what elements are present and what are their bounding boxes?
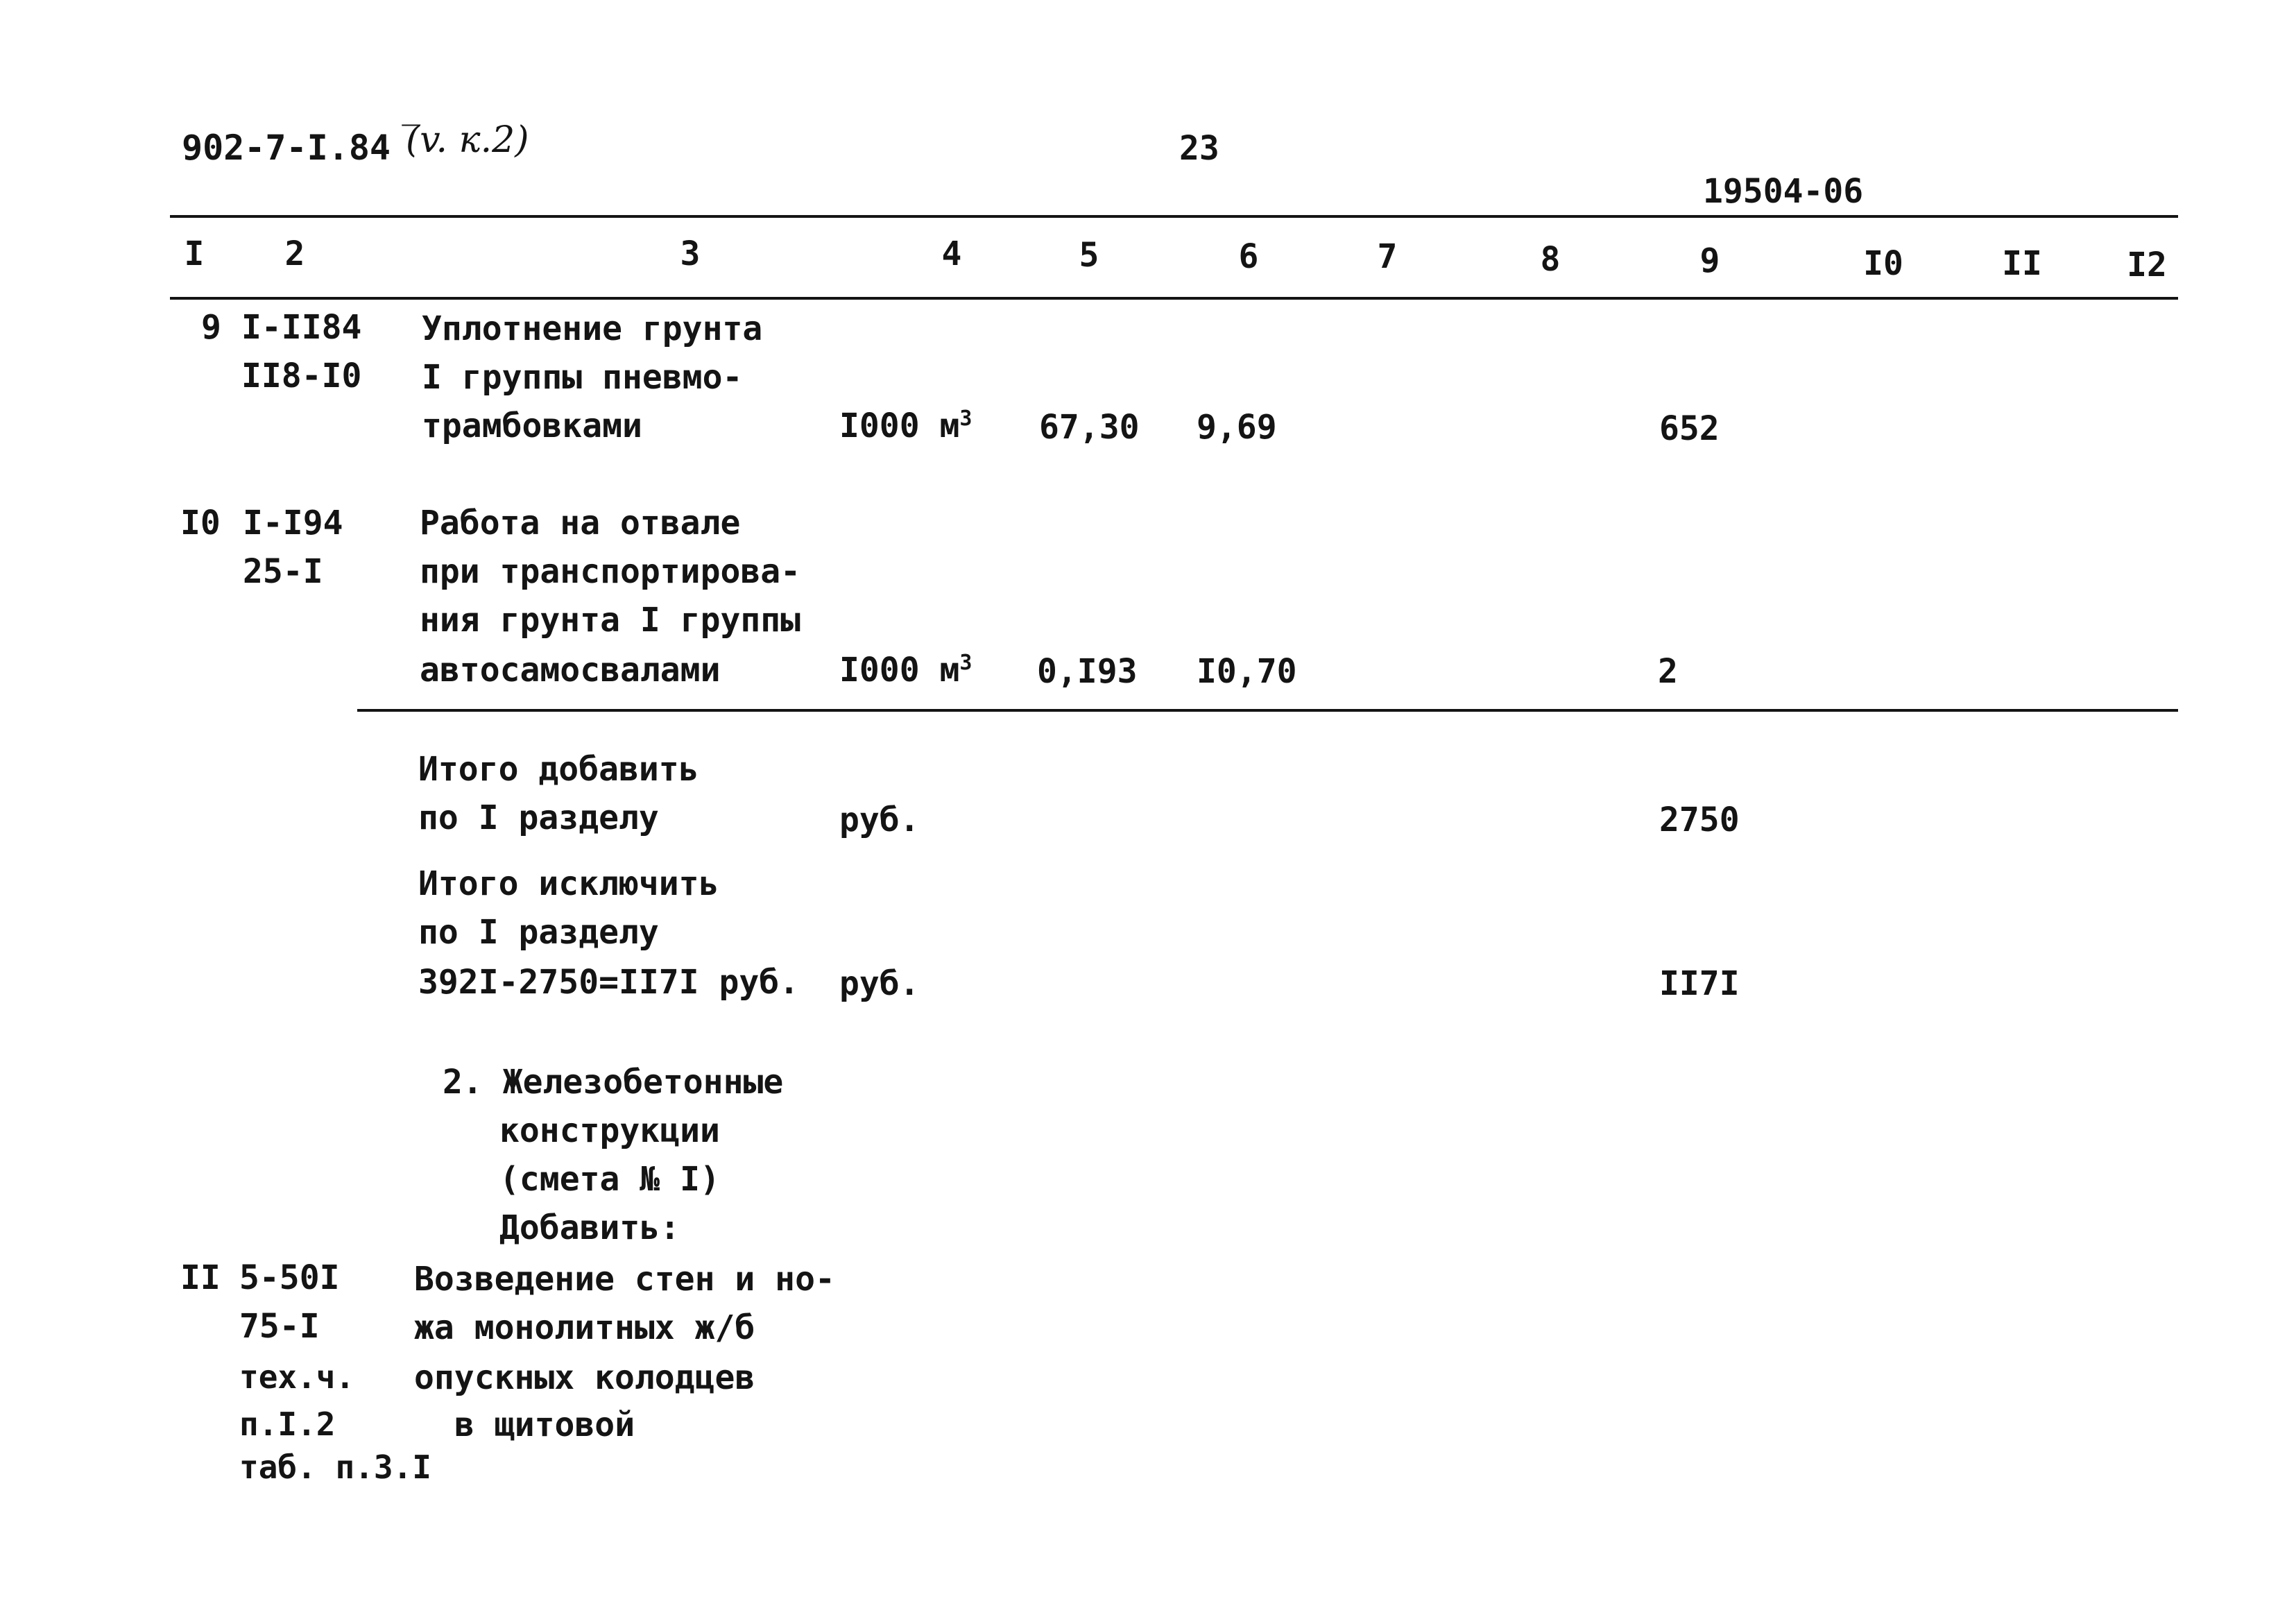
header-top-rule [170,215,2178,218]
norm-code: 25-I [243,552,323,591]
column-header: I2 [2127,246,2167,284]
work-description: Возведение стен и но- [414,1260,835,1299]
archive-stamp: 19504-06 [1703,172,1864,211]
norm-code: 75-I [239,1307,320,1346]
work-description: I группы пневмо- [422,358,743,397]
total-cost: 2 [1658,652,1678,691]
norm-code: п.I.2 [239,1405,336,1443]
column-header: 3 [680,234,701,273]
unit-of-measure: I000 $м^3$ [839,407,973,445]
section-title: конструкции [499,1111,720,1150]
section-title: 2. Железобетонные [443,1063,784,1102]
unit-price: I0,70 [1197,652,1297,691]
work-description: Работа на отвале [420,504,741,542]
subtotal-label: по I разделу [418,798,659,837]
page-number: 23 [1179,129,1219,168]
quantity: 0,I93 [1037,652,1138,691]
work-description: при транспортирова- [420,552,801,591]
norm-code: таб. п.3.I [239,1448,431,1486]
column-header: 7 [1377,237,1398,276]
work-description: трамбовками [422,407,642,445]
column-header: 9 [1699,241,1720,280]
unit-price: 9,69 [1197,408,1277,447]
column-header: 2 [284,234,305,273]
subtotal-label: по I разделу [418,913,659,952]
norm-code: I-II84 [241,308,362,347]
subtotal-value: 2750 [1659,801,1740,839]
work-description: автосамосвалами [420,651,721,690]
document-note: (̅v. к.2) [406,119,529,161]
subtotal-calculation: 392I-2750=II7I руб. [418,963,800,1002]
row-number: 9 [201,308,221,347]
norm-code: тех.ч. [239,1358,355,1396]
row-number: I0 [180,504,221,542]
work-description: в щитовой [454,1405,635,1444]
subtotal-unit: руб. [839,801,920,839]
section-estimate-ref: (смета № I) [499,1160,720,1199]
work-description: жа монолитных ж/б [414,1308,755,1347]
subtotal-rule [357,709,2178,712]
column-header: 6 [1238,237,1259,276]
section-action: Добавить: [499,1208,680,1247]
header-bottom-rule [170,297,2178,300]
norm-code: I-I94 [243,504,343,542]
subtotal-label: Итого добавить [418,750,699,789]
norm-code: 5-50I [239,1258,340,1297]
column-header: 8 [1540,240,1561,279]
subtotal-label: Итого исключить [418,864,719,903]
unit-of-measure: I000 $м^3$ [839,651,973,690]
subtotal-unit: руб. [839,964,920,1003]
work-description: опускных колодцев [414,1358,755,1397]
work-description: ния грунта I группы [420,601,801,640]
column-header: II [2002,244,2042,283]
quantity: 67,30 [1039,408,1140,447]
column-header: 5 [1079,236,1099,275]
document-code: 902-7-I.84 [182,128,391,168]
subtotal-value: II7I [1659,964,1740,1003]
column-header: I [184,234,205,273]
norm-code: II8-I0 [241,357,362,395]
row-number: II [180,1258,221,1297]
work-description: Уплотнение грунта [422,309,763,348]
column-header: 4 [941,234,962,273]
total-cost: 652 [1659,409,1720,448]
column-header: I0 [1863,244,1903,283]
